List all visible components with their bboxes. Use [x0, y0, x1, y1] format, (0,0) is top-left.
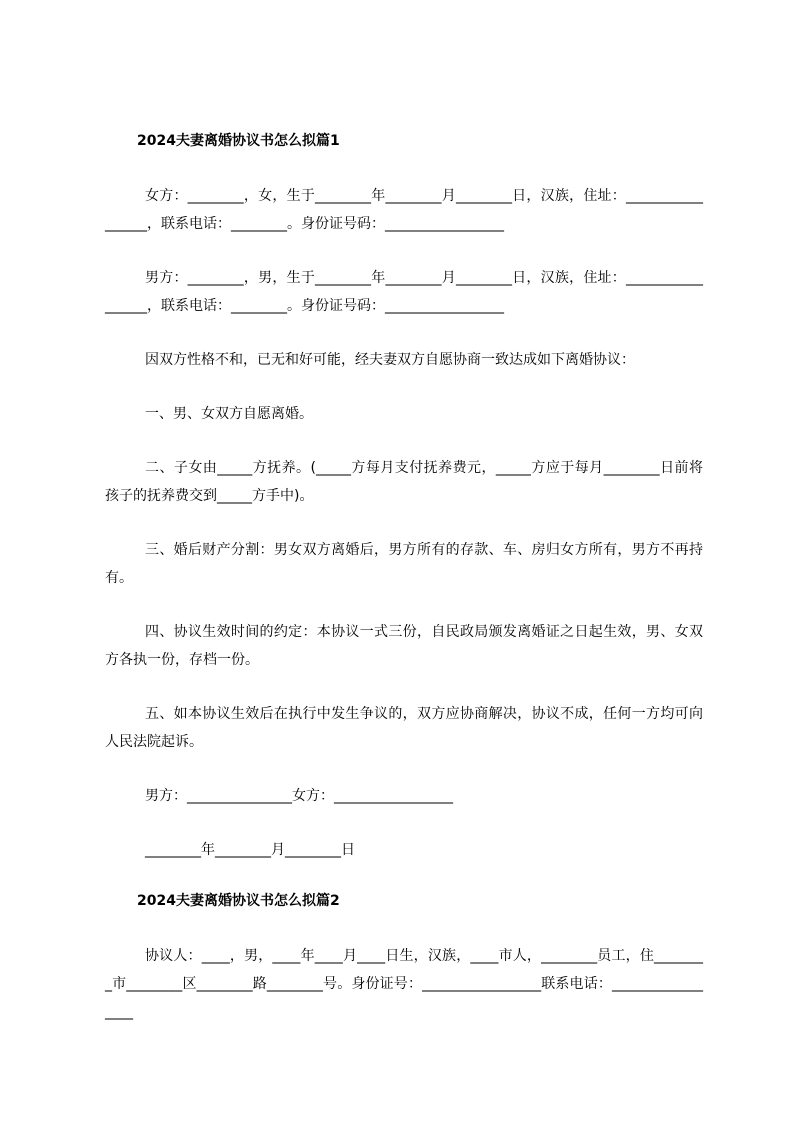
clause-1-paragraph: 一、男、女双方自愿离婚。	[145, 406, 313, 422]
husband-info-paragraph: 男方：________，男，生于________年________月________日，汉族，住址：_________________，联系电话：________。身份证号码：_________________	[105, 270, 703, 314]
section-1-heading: 2024夫妻离婚协议书怎么拟篇1	[137, 133, 340, 149]
wife-info-paragraph: 女方：________，女，生于________年________月________日，汉族，住址：_________________，联系电话：________。身份证号码：_________________	[105, 188, 703, 232]
party-info-paragraph: 协议人：____，男，____年____月____日生，汉族，____市人，________员工，住________市________区________路________号。身份证号：_________________联系电话：_________________	[105, 948, 703, 1020]
date-line: ________年________月________日	[145, 842, 355, 858]
clause-5-paragraph: 五、如本协议生效后在执行中发生争议的，双方应协商解决，协议不成，任何一方均可向人民法院起诉。	[105, 706, 703, 750]
clause-2-paragraph: 二、子女由_____方抚养。(_____方每月支付抚养费元，_____方应于每月________日前将孩子的抚养费交到_____方手中)。	[105, 460, 703, 504]
signature-line: 男方：_______________女方：_________________	[145, 788, 453, 804]
clause-4-paragraph: 四、协议生效时间的约定：本协议一式三份，自民政局颁发离婚证之日起生效，男、女双方各执一份，存档一份。	[105, 624, 703, 668]
document-body	[105, 130, 703, 1052]
clause-3-paragraph: 三、婚后财产分割：男女双方离婚后，男方所有的存款、车、房归女方所有，男方不再持有。	[105, 542, 703, 586]
agreement-intro-paragraph: 因双方性格不和，已无和好可能，经夫妻双方自愿协商一致达成如下离婚协议：	[145, 352, 635, 368]
section-2-heading: 2024夫妻离婚协议书怎么拟篇2	[137, 893, 340, 909]
